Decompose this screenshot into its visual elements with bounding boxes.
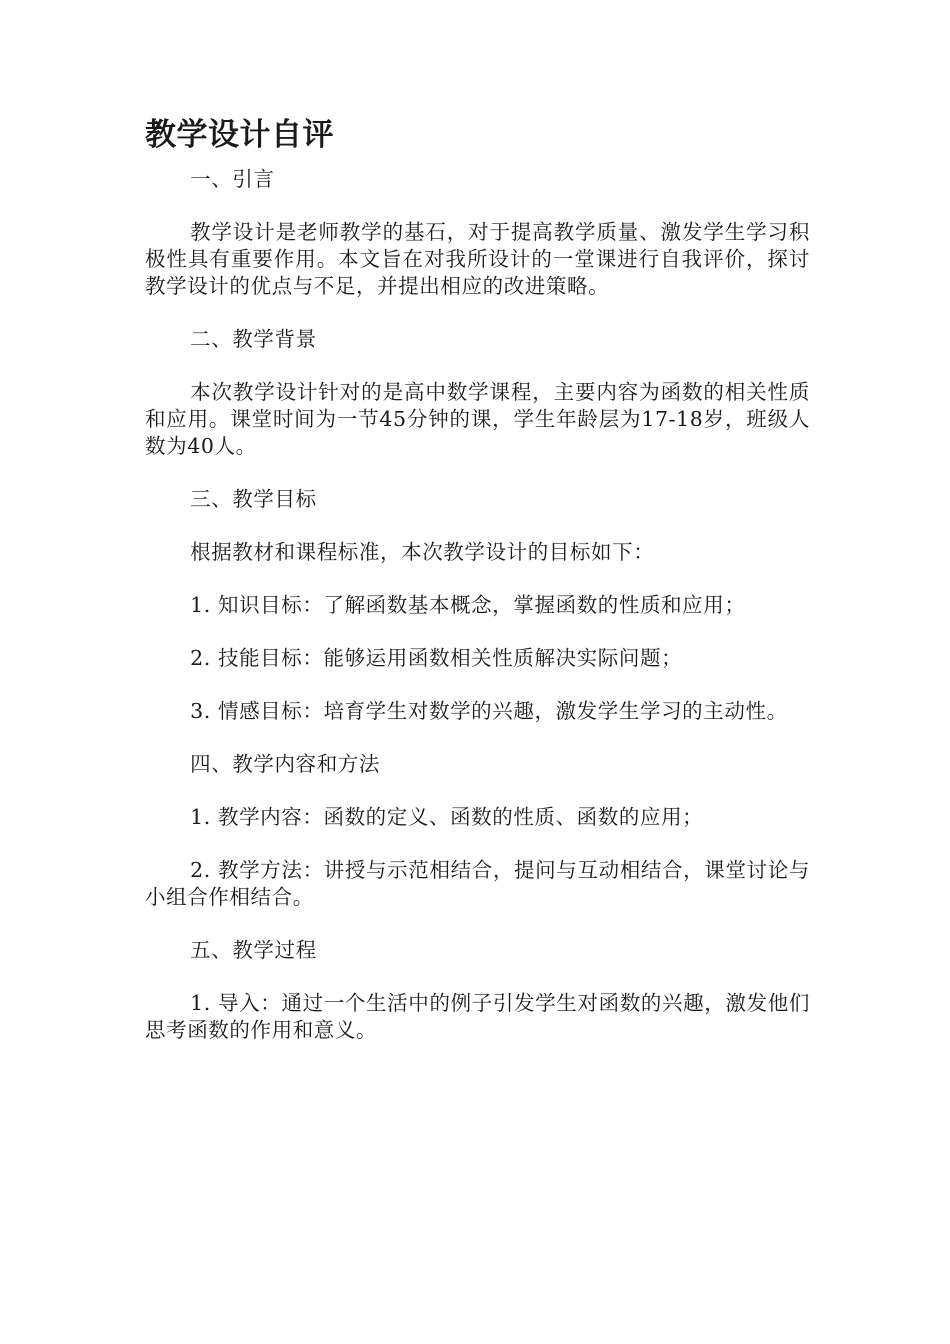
goal-item-2: 2. 技能目标：能够运用函数相关性质解决实际问题； bbox=[190, 646, 683, 670]
section-heading-background: 二、教学背景 bbox=[190, 327, 317, 351]
process-item-1: 1. 导入：通过一个生活中的例子引发学生对函数的兴趣，激发他们思考函数的作用和意义。 bbox=[145, 991, 810, 1042]
section-heading-content: 四、教学内容和方法 bbox=[190, 752, 380, 776]
goal-item-3: 3. 情感目标：培育学生对数学的兴趣，激发学生学习的主动性。 bbox=[190, 699, 788, 723]
content-item-1: 1. 教学内容：函数的定义、函数的性质、函数的应用； bbox=[190, 805, 704, 829]
background-paragraph: 本次教学设计针对的是高中数学课程，主要内容为函数的相关性质和应用。课堂时间为一节45分钟的课，学生年龄层为17-18岁，班级人数为40人。 bbox=[145, 380, 810, 458]
goals-intro-paragraph: 根据教材和课程标准，本次教学设计的目标如下： bbox=[190, 540, 655, 564]
goal-item-1: 1. 知识目标：了解函数基本概念，掌握函数的性质和应用； bbox=[190, 593, 746, 617]
section-heading-intro: 一、引言 bbox=[190, 167, 275, 191]
intro-paragraph: 教学设计是老师教学的基石，对于提高教学质量、激发学生学习积极性具有重要作用。本文旨在对我所设计的一堂课进行自我评价，探讨教学设计的优点与不足，并提出相应的改进策略。 bbox=[145, 220, 810, 298]
content-item-2: 2. 教学方法：讲授与示范相结合，提问与互动相结合，课堂讨论与小组合作相结合。 bbox=[145, 858, 810, 909]
section-heading-goals: 三、教学目标 bbox=[190, 487, 317, 511]
document-title: 教学设计自评 bbox=[145, 117, 334, 153]
document-body bbox=[145, 112, 810, 1044]
section-heading-process: 五、教学过程 bbox=[190, 938, 317, 962]
